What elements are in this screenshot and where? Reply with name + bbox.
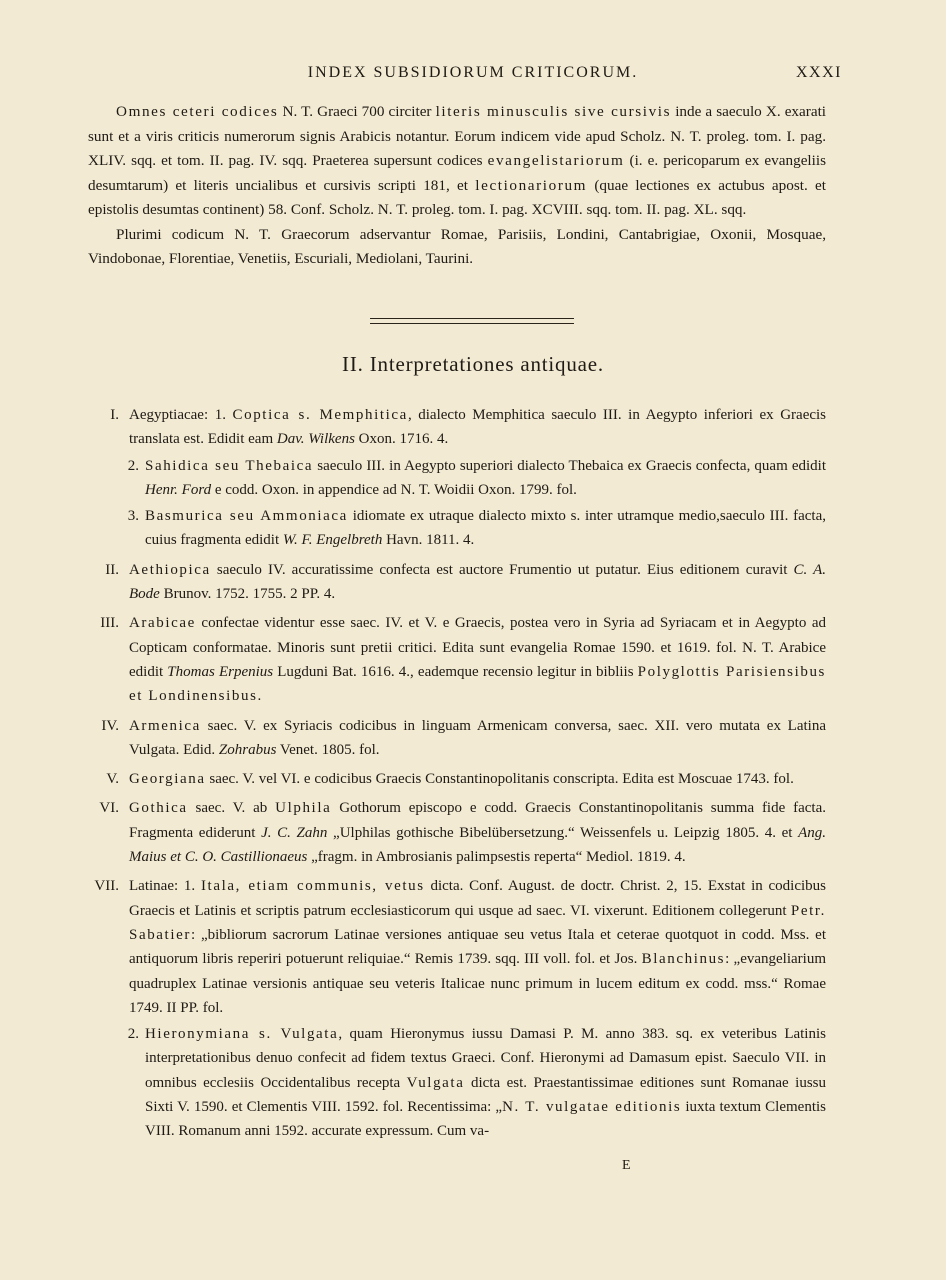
text-run: : „bibliorum sacrorum Latinae versiones antiquae seu vetus Itala et ceterae quotquot in codd. Mss. et antiquorum libris reperiri potuerunt reliquiae.“ Remis 1739. sqq. III voll. fol. et Jos. <box>129 926 826 968</box>
text-run: iuxta textum Clementis VIII. Romanum anni 1592. accurate expressum. Cum va- <box>145 1099 827 1140</box>
text-run: Havn. 1811. 4. <box>382 532 475 549</box>
version-name: Aethiopica <box>129 561 211 578</box>
entry-number: VII. <box>94 878 119 895</box>
entry-number: IV. <box>101 717 119 734</box>
entry-number: 2. <box>127 457 139 474</box>
text-run: Lugduni Bat. 1616. 4., eademque recensio legitur in bibliis <box>273 663 638 680</box>
text-run: N. T. Graeci 700 circiter <box>278 103 436 120</box>
sub-number: 1. <box>183 878 196 895</box>
version-name: Gothica <box>129 800 188 817</box>
version-name: Itala, etiam communis, vetus <box>200 878 425 895</box>
entry-number: 2. <box>127 1026 139 1043</box>
entry-georgiana <box>106 767 826 791</box>
text-run: (quae lectiones ex actubus apost. et epistolis desumtas continent) 58. Conf. Scholz. N. T. proleg. tom. I. pag. XCVIII. sqq. tom. II. pag. XL. sqq. <box>88 176 826 218</box>
section-heading: II. Interpretationes antiquae. <box>342 352 604 376</box>
editor-name: W. F. Engelbreth <box>282 532 383 549</box>
entry-armenica <box>101 714 826 763</box>
text-run: , dialecto Memphitica saeculo III. in Aegypto inferiori ex Graecis translata est. Edidit eam <box>129 407 827 448</box>
text-run: saec. V. ab <box>187 800 276 817</box>
entry-number: II. <box>105 561 119 578</box>
editor-name: Thomas Erpenius <box>167 663 274 680</box>
text-run: . <box>257 688 262 705</box>
text-run: „Ulphilas gothische Bibelübersetzung.“ Weissenfels u. Leipzig 1805. 4. et <box>327 824 799 841</box>
text-run: , quam Hieronymus iussu Damasi P. M. anno 383. sq. ex veteribus Latinis interpretationibus denuo confecit ad fidem textus Graeci. Conf. Hieronymi ad Damasum epist. Saeculo VII. in omnibus ecclesiis Occidentalibus recepta <box>145 1026 826 1091</box>
text-run: saeculo IV. accuratissime confecta est auctore Frumentio ut putatur. Eius editionem curavit <box>210 561 794 578</box>
text-run: Venet. 1805. fol. <box>276 741 380 758</box>
spaced-term: lectionariorum <box>475 176 588 194</box>
text-run: Gothorum episcopo e codd. Graecis Constantinopolitanis summa fide facta. Fragmenta ediderunt <box>129 800 826 841</box>
editor-name: J. C. Zahn <box>261 824 328 841</box>
text-run: e codd. Oxon. in appendice ad N. T. Woidii Oxon. 1799. fol. <box>211 481 577 498</box>
intro-paragraph-2: Plurimi codicum N. T. Graecorum adservantur Romae, Parisiis, Londini, Cantabrigiae, Oxonii, Mosquae, Vindobonae, Florentiae, Venetiis, Escuriali, Mediolani, Taurini. <box>88 225 826 267</box>
version-name: Armenica <box>129 717 201 734</box>
text-run: (i. e. pericoparum ex evangeliis desumtarum) et literis uncialibus et cursivis scripti 181, et <box>88 152 826 194</box>
version-name: Sahidica seu Thebaica <box>145 457 314 474</box>
text-run: Brunov. 1752. 1755. 2 PP. 4. <box>159 586 336 603</box>
version-name: Coptica s. Memphitica <box>232 407 408 423</box>
entry-sahidica <box>127 454 826 503</box>
page-number: XXXI <box>796 64 842 81</box>
entry-lead: Latinae: <box>129 878 179 895</box>
entry-number: V. <box>106 771 119 788</box>
editor-name: Ang. Maius et C. O. Castillionaeus <box>129 824 826 866</box>
text-run: saeculo III. in Aegypto superiori dialecto Thebaica ex Graecis confecta, quam edidit <box>313 457 826 474</box>
signature-mark: E <box>622 1158 631 1173</box>
entry-latinae <box>94 874 827 1020</box>
person-name: Petr. Sabatier <box>129 902 826 943</box>
spaced-term: Polyglottis Parisiensibus et Londinensibus <box>129 663 826 705</box>
entry-number: VI. <box>99 800 119 817</box>
spaced-term: N. T. vulgatae editionis <box>502 1099 682 1116</box>
version-name: Arabicae <box>129 615 196 632</box>
editor-name: Dav. Wilkens <box>276 431 355 448</box>
version-name: Basmurica seu Ammoniaca <box>145 508 348 525</box>
intro-text <box>88 100 826 272</box>
intro-paragraph-1 <box>88 100 826 223</box>
entry-arabicae <box>100 611 826 708</box>
entry-lead: Aegyptiacae: <box>129 407 209 423</box>
text-run: dicta. Conf. August. de doctr. Christ. 2, 15. Exstat in codicibus Graecis et Latinis et scriptis patrum ecclesiasticorum qui usque ad saec. VI. vixerunt. Editionem collegerunt <box>129 878 827 919</box>
entry-basmurica <box>127 504 826 553</box>
spaced-term: evangelistariorum <box>487 152 625 169</box>
text-run: : „evangeliarium quadruplex Latinae versionis antiquae seu veteris Italicae nunc primum in lucem editum ex codd. mss.“ Romae 1749. II PP. fol. <box>129 951 826 1016</box>
text-run: „fragm. in Ambrosianis palimpsestis reperta“ Mediol. 1819. 4. <box>307 849 686 866</box>
text-run: dicta est. Praestantissimae editiones sunt Romanae iussu Sixti V. 1590. et Clementis VIII. 1592. fol. Recentissima: „ <box>145 1074 827 1116</box>
person-name: Ulphila <box>275 800 332 817</box>
spaced-term: literis minusculis sive cursivis <box>435 103 672 120</box>
text-run: Oxon. 1716. 4. <box>354 431 449 448</box>
entry-number: 3. <box>127 508 139 525</box>
running-head-title: INDEX SUBSIDIORUM CRITICORUM. <box>307 64 639 81</box>
text-run: inde a saeculo X. exarati sunt et a viris criticis numerorum signis Arabicis notantur. Eorum indicem vide apud Scholz. N. T. proleg. tom. I. pag. XLIV. sqq. et tom. II. pag. IV. sqq. Praeterea supersunt codices <box>88 103 827 169</box>
intro-lead: Omnes ceteri codices <box>116 103 279 120</box>
text-run: confectae videntur esse saec. IV. et V. e Graecis, postea vero in Syria ad Syriacam et in Aegypto ad Copticam conformatae. Minoris sunt pretii critici. Edita sunt evangelia Romae 1590. et 1619. fol. N. T. Arabice edidit <box>129 615 826 680</box>
running-head <box>0 64 946 88</box>
text-run: saec. V. ex Syriacis codicibus in linguam Armenicam conversa, saec. XII. vero mutata ex Latina Vulgata. Edid. <box>129 717 826 758</box>
entry-number: I. <box>110 407 119 423</box>
entry-gothica <box>99 796 826 869</box>
person-name: Blanchinus <box>641 951 726 968</box>
entry-aegyptiacae <box>110 403 827 452</box>
entry-aethiopica <box>105 558 826 607</box>
editor-name: Henr. Ford <box>145 481 212 498</box>
entry-hieronymiana <box>127 1022 827 1143</box>
versions-list <box>0 398 946 1144</box>
spaced-term: Vulgata <box>406 1074 465 1091</box>
version-name: Hieronymiana s. Vulgata <box>145 1026 339 1043</box>
sub-number: 1. <box>214 407 226 423</box>
text-run: idiomate ex utraque dialecto mixto s. inter utramque medio,saeculo III. facta, cuius fragmenta edidit <box>145 508 826 549</box>
text-run: saec. V. vel VI. e codicibus Graecis Constantinopolitanis conscripta. Edita est Moscuae 1743. fol. <box>205 771 794 788</box>
version-name: Georgiana <box>129 771 206 788</box>
editor-name: C. A. Bode <box>129 561 826 603</box>
entry-number: III. <box>100 615 119 632</box>
section-divider <box>370 318 574 324</box>
editor-name: Zohrabus <box>218 741 277 758</box>
